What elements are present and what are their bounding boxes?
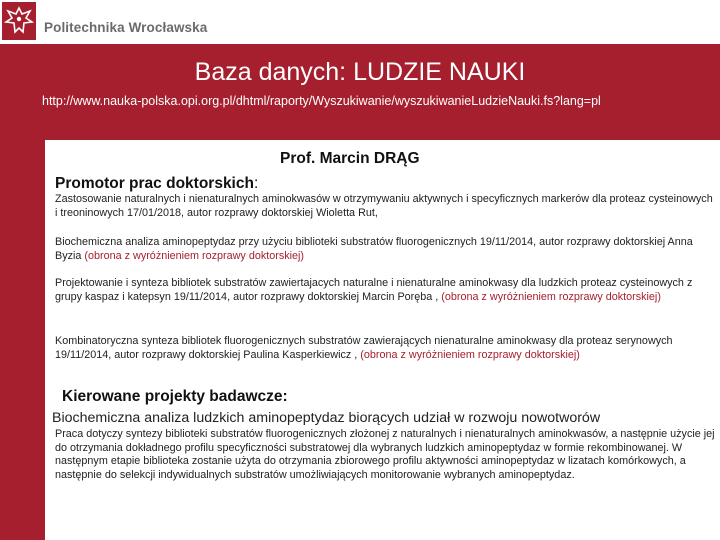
- left-accent-strip: [0, 140, 45, 540]
- source-url: http://www.nauka-polska.opi.org.pl/dhtml/raporty/Wyszukiwanie/wyszukiwanieLudzieNauki.fs?lang=pl: [42, 94, 601, 108]
- thesis-item: [55, 193, 715, 220]
- thesis-item: [55, 335, 715, 362]
- promotor-heading: [55, 175, 258, 193]
- thesis-text: Zastosowanie naturalnych i nienaturalnych aminokwasów w otrzymywaniu aktywnych i specyficznych markerów dla proteaz cysteinowych i treoninowych 17/01/2018, autor rozprawy doktorskiej Wioletta Rut,: [55, 193, 713, 219]
- logo-bar: [0, 0, 720, 44]
- distinction-note: (obrona z wyróżnieniem rozprawy doktorskiej): [441, 290, 661, 303]
- projects-heading: Kierowane projekty badawcze:: [62, 388, 288, 405]
- promotor-heading-label: Promotor prac doktorskich: [55, 175, 254, 192]
- thesis-text: Projektowanie i synteza bibliotek substratów zawiertajacych naturalne i nienaturalne aminokwasy dla ludzkich proteaz cysteinowych z grupy kaspaz i katepsyn 19/11/2014, autor rozprawy doktorskiej Marcin Poręba ,: [55, 277, 693, 303]
- eagle-emblem-icon: [2, 2, 36, 40]
- distinction-note: (obrona z wyróżnieniem rozprawy doktorskiej): [360, 348, 580, 361]
- thesis-text: Biochemiczna analiza aminopeptydaz przy użyciu biblioteki substratów fluorogenicznych 19/11/2014, autor rozprawy doktorskiej Anna Byzia: [55, 236, 693, 262]
- logo-text: Politechnika Wrocławska: [44, 20, 208, 35]
- project-title: Biochemiczna analiza ludzkich aminopeptydaz biorących udział w rozwoju nowotworów: [52, 410, 601, 426]
- distinction-note: (obrona z wyróżnieniem rozprawy doktorskiej): [84, 249, 305, 262]
- header-banner: [0, 44, 720, 140]
- project-description: Praca dotyczy syntezy biblioteki substratów fluorogenicznych złożonej z naturalnych i nienaturalnych aminokwasów, a następnie użycie jej do otrzymania dokładnego profilu specyficzności substratowej dla wybranych ludzkich aminopeptydaz w formie rekombinowanej. W następnym etapie biblioteka zostanie użyta do otrzymania zbiorowego profilu aktywności aminopeptydaz w lizatach komórkowych, a następnie do selekcji indywidualnych substratów umożliwiających monitorowanie wybranych aminopeptydaz.: [55, 428, 715, 481]
- promotor-heading-colon: :: [253, 175, 259, 192]
- thesis-item: [55, 277, 715, 304]
- thesis-text: Kombinatoryczna synteza bibliotek fluorogenicznych substratów zawierających nienaturalne aminokwasy dla proteaz serynowych 19/11/2014, autor rozprawy doktorskiej Paulina Kasperkiewicz ,: [55, 335, 673, 361]
- person-name: Prof. Marcin DRĄG: [280, 150, 420, 167]
- page-title: Baza danych: LUDZIE NAUKI: [194, 58, 526, 86]
- thesis-item: [55, 236, 715, 263]
